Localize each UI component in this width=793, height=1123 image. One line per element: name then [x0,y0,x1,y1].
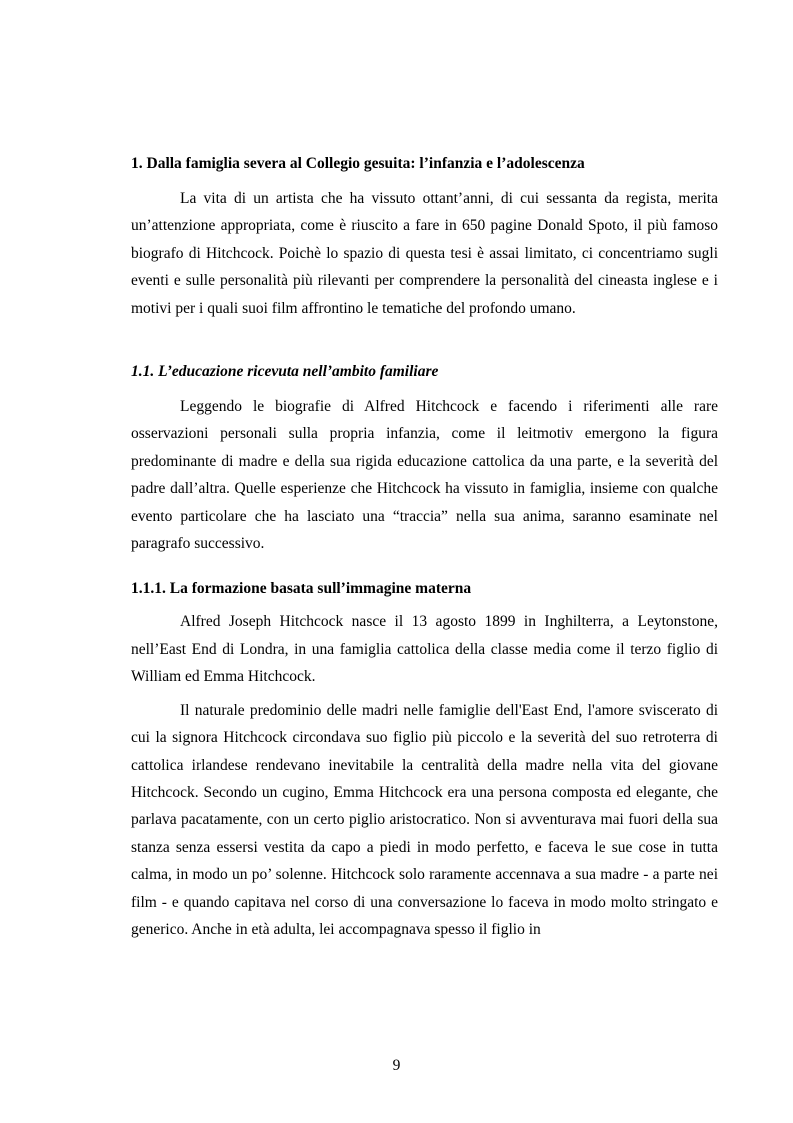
chapter-title: 1. Dalla famiglia severa al Collegio gesuita: l’infanzia e l’adolescenza [131,155,585,172]
section-title: 1.1. L’educazione ricevuta nell’ambito familiare [131,363,439,381]
page-content [131,150,718,943]
subsection-title: 1.1.1. La formazione basata sull’immagine materna [131,580,472,598]
section-intro-paragraph: Leggendo le biografie di Alfred Hitchcock e facendo i riferimenti alle rare osservazioni personali sulla propria infanzia, come il leitmotiv emergono la figura predominante di madre e della sua rigida educazione cattolica da una parte, e la severità del padre dall’altra. Quelle esperienze che Hitchcock ha vissuto in famiglia, insieme con qualche evento particolare che ha lasciato una “traccia” nella sua anima, saranno esaminate nel paragrafo successivo. [131,398,718,553]
body-paragraph: Il naturale predominio delle madri nelle famiglie dell'East End, l'amore sviscerato di cui la signora Hitchcock circondava suo figlio più piccolo e la severità del suo retroterra di cattolica irlandese rendevano inevitabile la centralità della madre nella vita del giovane Hitchcock. Secondo un cugino, Emma Hitchcock era una persona composta ed elegante, che parlava pacatamente, con un certo piglio aristocratico. Non si avventurava mai fuori della sua stanza senza essersi vestita da capo a piedi in modo perfetto, e faceva le sue cose in tutta calma, in modo un po’ solenne. Hitchcock solo raramente accennava a sua madre - a parte nei film - e quando capitava nel corso di una conversazione lo faceva in modo molto stringato e generico. Anche in età adulta, lei accompagnava spesso il figlio in [131,701,718,938]
page-number: 9 [392,1057,401,1074]
body-paragraph: Alfred Joseph Hitchcock nasce il 13 agosto 1899 in Inghilterra, a Leytonstone, nell’East End di Londra, in una famiglia cattolica della classe media come il terzo figlio di William ed Emma Hitchcock. [131,613,718,686]
chapter-intro-paragraph: La vita di un artista che ha vissuto ottant’anni, di cui sessanta da regista, merita un’attenzione appropriata, come è riuscito a fare in 650 pagine Donald Spoto, il più famoso biografo di Hitchcock. Poichè lo spazio di questa tesi è assai limitato, ci concentriamo sugli eventi e sulle personalità più rilevanti per comprendere la personalità del cineasta inglese e i motivi per i quali suoi film affrontino le tematiche del profondo umano. [131,190,718,317]
